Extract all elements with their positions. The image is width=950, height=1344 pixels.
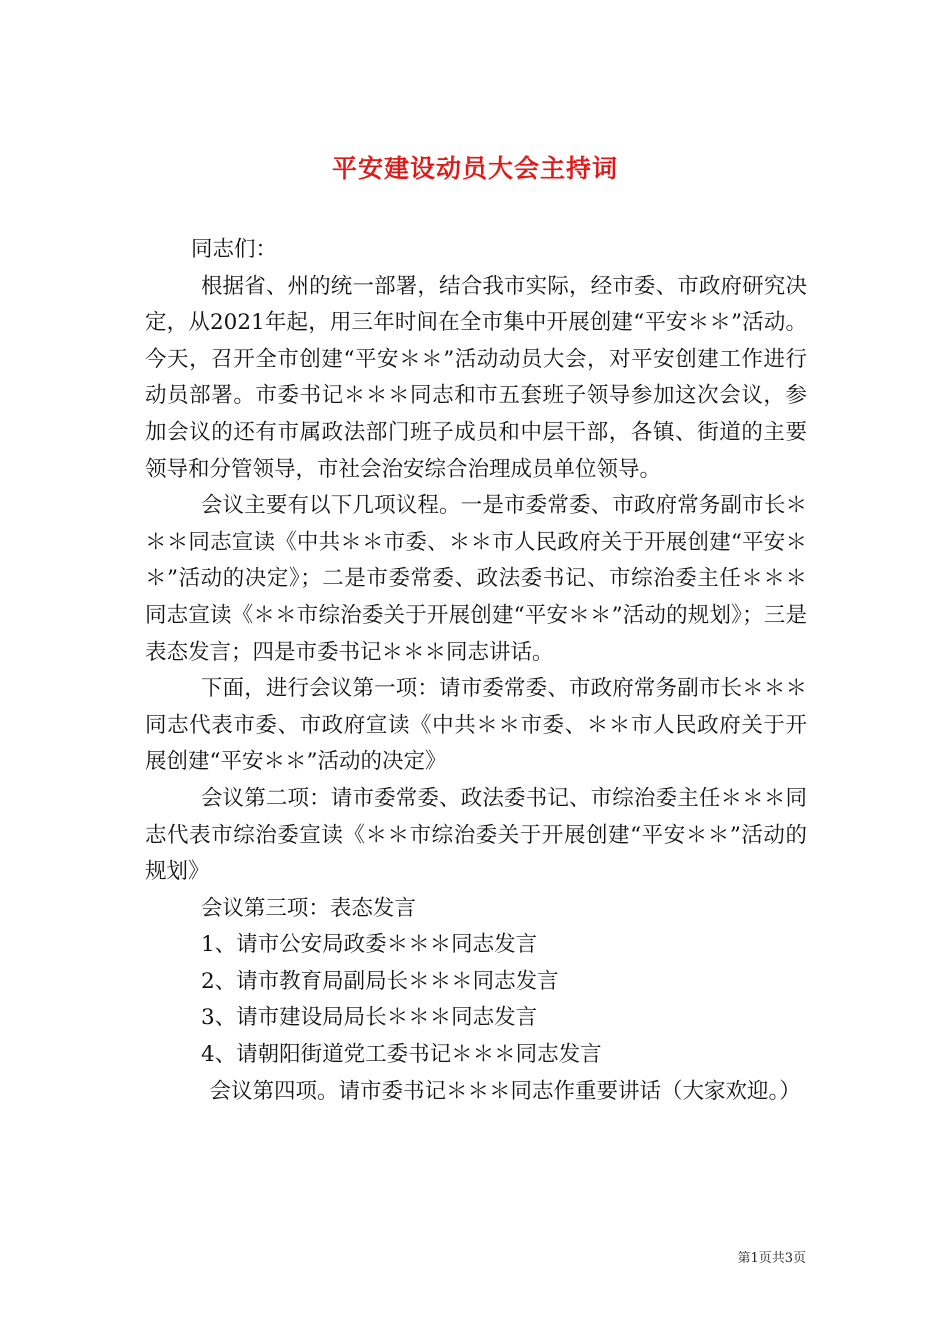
salutation: 同志们： xyxy=(191,237,278,262)
document-title: 平安建设动员大会主持词 xyxy=(331,153,618,183)
speaker-list-item: 1、请市公安局政委＊＊＊同志发言 xyxy=(201,932,538,958)
paragraph-item-three: 会议第三项：表态发言 xyxy=(200,895,416,921)
paragraph-agenda: 会议主要有以下几项议程。一是市委常委、市政府常务副市长＊＊＊同志宣读《中共＊＊市委、＊＊市人民政府关于开展创建“平安＊＊”活动的决定》；二是市委常委、政法委书记、市综治委主任＊＊＊同志宣读《＊＊市综治委关于开展创建“平安＊＊”活动的规划》；三是表态发言；四是市委书记＊＊＊同志讲话。 xyxy=(145,493,807,665)
document-body xyxy=(145,232,807,1110)
page-number: 第1页共3页 xyxy=(737,1251,806,1266)
paragraph-item-four: 会议第四项。请市委书记＊＊＊同志作重要讲话（大家欢迎。） xyxy=(209,1078,801,1104)
paragraph-item-two: 会议第二项：请市委常委、政法委书记、市综治委主任＊＊＊同志代表市综治委宣读《＊＊市综治委关于开展创建“平安＊＊”活动的规划》 xyxy=(145,785,807,885)
speaker-list-item: 4、请朝阳街道党工委书记＊＊＊同志发言 xyxy=(201,1042,602,1068)
paragraph-item-one: 下面，进行会议第一项：请市委常委、市政府常务副市长＊＊＊同志代表市委、市政府宣读《中共＊＊市委、＊＊市人民政府关于开展创建“平安＊＊”活动的决定》 xyxy=(145,676,807,775)
speaker-list-item: 3、请市建设局局长＊＊＊同志发言 xyxy=(201,1005,538,1031)
paragraph-intro: 根据省、州的统一部署，结合我市实际，经市委、市政府研究决定，从2021年起，用三年时间在全市集中开展创建“平安＊＊”活动。今天，召开全市创建“平安＊＊”活动动员大会，对平安创建工作进行动员部署。市委书记＊＊＊同志和市五套班子领导参加这次会议，参加会议的还有市属政法部门班子成员和中层干部，各镇、街道的主要领导和分管领导，市社会治安综合治理成员单位领导。 xyxy=(145,273,807,482)
speaker-list-item: 2、请市教育局副局长＊＊＊同志发言 xyxy=(201,968,559,994)
